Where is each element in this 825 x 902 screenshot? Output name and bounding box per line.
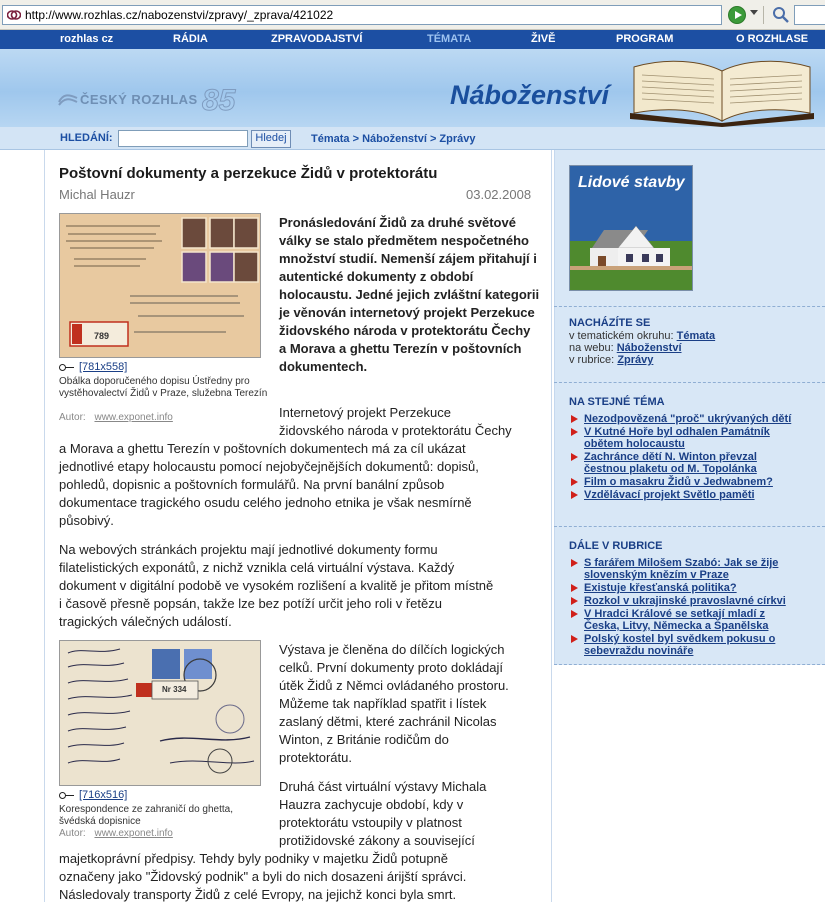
paragraph-2-line: filatelistických exponátů, z nichž vznikla celá virtuální výstava. Každý [59, 560, 455, 575]
page-header [0, 49, 825, 127]
image1-author-label: Autor: [59, 412, 86, 423]
open-book-icon [622, 57, 822, 127]
section-title: Náboženství [450, 80, 610, 110]
article-lead: Pronásledování Židů za druhé světové války se stalo předmětem nespočetného množství studií. Nemenší zájem přitahují i autentické dokumenty z období holocaustu. Jedné jejich zvláštní kategorii je věnován internetový projekt Perzekuce židovského národa v protektorátu Čechy a Morava a ghettu Terezín v poštovních dokumentech. [279, 215, 540, 374]
in-rubric-link[interactable]: V Hradci Králové se setkají mladí z Česka, Litvy, Německa a Španělska [569, 608, 799, 632]
paragraph-4-line: Hauzra zachycuje období, kdy v [279, 797, 464, 812]
zoom-key-icon [59, 791, 75, 799]
breadcrumb-nabozenstvi[interactable]: Náboženství [362, 133, 427, 145]
in-rubric-heading: DÁLE V RUBRICE [569, 540, 663, 552]
paragraph-1-line: působivý. [59, 513, 114, 528]
location-label: na webu: [569, 342, 614, 354]
paragraph-4-line: označeny jako "Židovský podnik" a byli do nich dosazeni árijští správci. [59, 869, 467, 884]
search-input[interactable] [118, 130, 248, 147]
top-navigation [0, 30, 825, 49]
location-heading: NACHÁZÍTE SE [569, 317, 651, 329]
paragraph-3-line: zaslaný dětmi, které zachránil Nicolas [279, 714, 497, 729]
paragraph-2-line: Na webových stránkách projektu mají jednotlivé dokumenty formu [59, 542, 438, 557]
same-topic-link[interactable]: Nezodpovězená "proč" ukrývaných dětí [569, 413, 799, 425]
address-url[interactable]: http://www.rozhlas.cz/nabozenstvi/zpravy/_zprava/421022 [25, 8, 334, 22]
in-rubric-link[interactable]: Polský kostel byl svědkem pokusu o sebevraždu novináře [569, 633, 799, 657]
logo-text: ČESKÝ ROZHLAS [80, 92, 198, 107]
breadcrumb-separator: > [352, 133, 363, 145]
paragraph-1-line: jednotlivé etapy holocaustu pomocí nejobyčejnějších dokumentů: dopisů, [59, 459, 479, 474]
same-topic-list [569, 413, 799, 502]
envelope-photo[interactable] [59, 213, 261, 358]
paragraph-1-line: pohledů, dopisnic a poštovních formulářů. Na první banální způsob [59, 477, 445, 492]
location-link-temata[interactable]: Témata [676, 330, 716, 342]
nav-zpravodajstvi[interactable]: ZPRAVODAJSTVÍ [271, 33, 363, 45]
nav-rozhlas-cz[interactable]: rozhlas cz [60, 33, 114, 45]
nav-program[interactable]: PROGRAM [616, 33, 674, 45]
paragraph-2-line: dokument v digitální podobě ve vysokém rozlišení a kvalitě je přitom místně [59, 578, 494, 593]
paragraph-3-line: celků. První dokumenty proto dokládají [279, 660, 504, 675]
site-favicon [7, 9, 21, 21]
paragraph-3-line: Winton, z Británie rodičům do [279, 732, 449, 747]
same-topic-link[interactable]: Zachránce dětí N. Winton převzal čestnou plaketu od M. Topolánka [569, 451, 799, 475]
location-label: v rubrice: [569, 354, 615, 366]
sidebar-divider [554, 382, 825, 383]
address-bar[interactable] [2, 5, 722, 25]
zoom-key-icon [59, 363, 75, 371]
paragraph-4-line: protižidovské zákony a související [279, 833, 475, 848]
sidebar-divider [554, 664, 825, 665]
breadcrumb [311, 133, 476, 145]
browser-toolbar [0, 0, 825, 30]
paragraph-1-line: a Morava a ghettu Terezín v poštovních dokumentech má za cíl ukázat [59, 441, 466, 456]
logo-wave-icon [58, 92, 78, 106]
location-label: v tematickém okruhu: [569, 330, 674, 342]
sidebar-divider [554, 306, 825, 307]
article-date: 03.02.2008 [466, 187, 532, 202]
search-button[interactable]: Hledej [251, 130, 291, 148]
go-arrow-icon[interactable] [728, 6, 746, 24]
article-author: Michal Hauzr [59, 187, 135, 202]
same-topic-link[interactable]: Film o masakru Židů v Jedwabnem? [569, 476, 799, 488]
location-link-zpravy[interactable]: Zprávy [617, 354, 654, 366]
image1-dims-link[interactable] [59, 361, 127, 373]
location-link-nabozenstvi[interactable]: Náboženství [616, 342, 682, 354]
in-rubric-link[interactable]: Rozkol v ukrajinské pravoslavné církvi [569, 595, 799, 607]
paragraph-1-line: židovského národa v protektorátu Čechy [279, 423, 512, 438]
paragraph-3-line: Výstava je členěna do dílčích logických [279, 642, 505, 657]
search-label: HLEDÁNÍ: [60, 132, 113, 144]
promo-title[interactable]: Lidové stavby [578, 174, 685, 191]
in-rubric-list [569, 557, 799, 658]
paragraph-2-line: tragických válečných událostí. [59, 614, 232, 629]
image2-author-link[interactable]: www.exponet.info [94, 828, 173, 839]
image2-dims-link[interactable] [59, 789, 127, 801]
paragraph-4-line: majetkoprávní předpisy. Tehdy byly podniky v majetku Židů potupně [59, 851, 449, 866]
nav-radia[interactable]: RÁDIA [173, 33, 208, 45]
same-topic-heading: NA STEJNÉ TÉMA [569, 396, 665, 408]
breadcrumb-zpravy[interactable]: Zprávy [439, 133, 476, 145]
paragraph-1-line: Internetový projekt Perzekuce [279, 405, 451, 420]
image1-author-link[interactable]: www.exponet.info [94, 412, 173, 423]
image2-author-label: Autor: [59, 828, 86, 839]
nav-zive[interactable]: ŽIVĚ [531, 33, 556, 45]
paragraph-3-line: protektorátu. [279, 750, 352, 765]
image2-dims[interactable]: [716x516] [79, 789, 128, 801]
article-title: Poštovní dokumenty a perzekuce Židů v protektorátu [59, 165, 438, 182]
paragraph-4-line: Následovaly transporty Židů z celé Evropy, na jejichž konci byla smrt. [59, 887, 457, 902]
location-row [569, 342, 682, 354]
postcard-number: Nr 334 [162, 685, 187, 694]
image1-author [59, 412, 173, 423]
location-row [569, 354, 653, 366]
promo-lidove-stavby[interactable] [569, 165, 693, 291]
go-dropdown-icon[interactable] [750, 10, 758, 15]
paragraph-3-line: Můžeme tak například spatřit i lístek [279, 696, 487, 711]
postcard-photo[interactable] [59, 640, 261, 786]
image2-author [59, 828, 173, 839]
breadcrumb-temata[interactable]: Témata [311, 133, 350, 145]
in-rubric-link[interactable]: Existuje křesťanská politika? [569, 582, 799, 594]
toolbar-separator [763, 6, 764, 24]
in-rubric-link[interactable]: S farářem Milošem Szabó: Jak se žije slovenským knězím v Praze [569, 557, 799, 581]
same-topic-link[interactable]: V Kutné Hoře byl odhalen Památník obětem holocaustu [569, 426, 799, 450]
logo-anniversary-mark: 85 [202, 84, 236, 117]
nav-o-rozhlase[interactable]: O ROZHLASE [736, 33, 809, 45]
paragraph-3-line: útěk Židů z Němci ovládaného prostoru. [279, 678, 509, 693]
same-topic-link[interactable]: Vzdělávací projekt Světlo paměti [569, 489, 799, 501]
paragraph-4-line: Druhá část virtuální výstavy Michala [279, 779, 487, 794]
nav-temata[interactable]: TÉMATA [427, 33, 472, 45]
breadcrumb-separator: > [429, 133, 440, 145]
search-bar [0, 127, 825, 150]
image1-caption: Obálka doporučeného dopisu Ústředny pro vystěhovalectví Židů v Praze, služebna Terezín [59, 376, 268, 399]
image1-dims[interactable]: [781x558] [79, 361, 128, 373]
cesky-rozhlas-logo[interactable] [58, 84, 248, 117]
registration-number: 789 [94, 331, 110, 341]
paragraph-1-line: dokumentace tragického osudu celého jednoho etnika je však nesmírně [59, 495, 472, 510]
browser-search-field[interactable] [794, 5, 825, 25]
paragraph-4-line: protektorátu vstoupily v platnost [279, 815, 462, 830]
location-row [569, 330, 715, 342]
sidebar-divider [554, 526, 825, 527]
search-engine-icon[interactable] [772, 6, 790, 24]
paragraph-2-line: i časově přesně popsán, takže lze bez potíží určit jeho roli v řetězu [59, 596, 442, 611]
image2-caption: Korespondence ze zahraničí do ghetta, švédská dopisnice [59, 804, 234, 827]
